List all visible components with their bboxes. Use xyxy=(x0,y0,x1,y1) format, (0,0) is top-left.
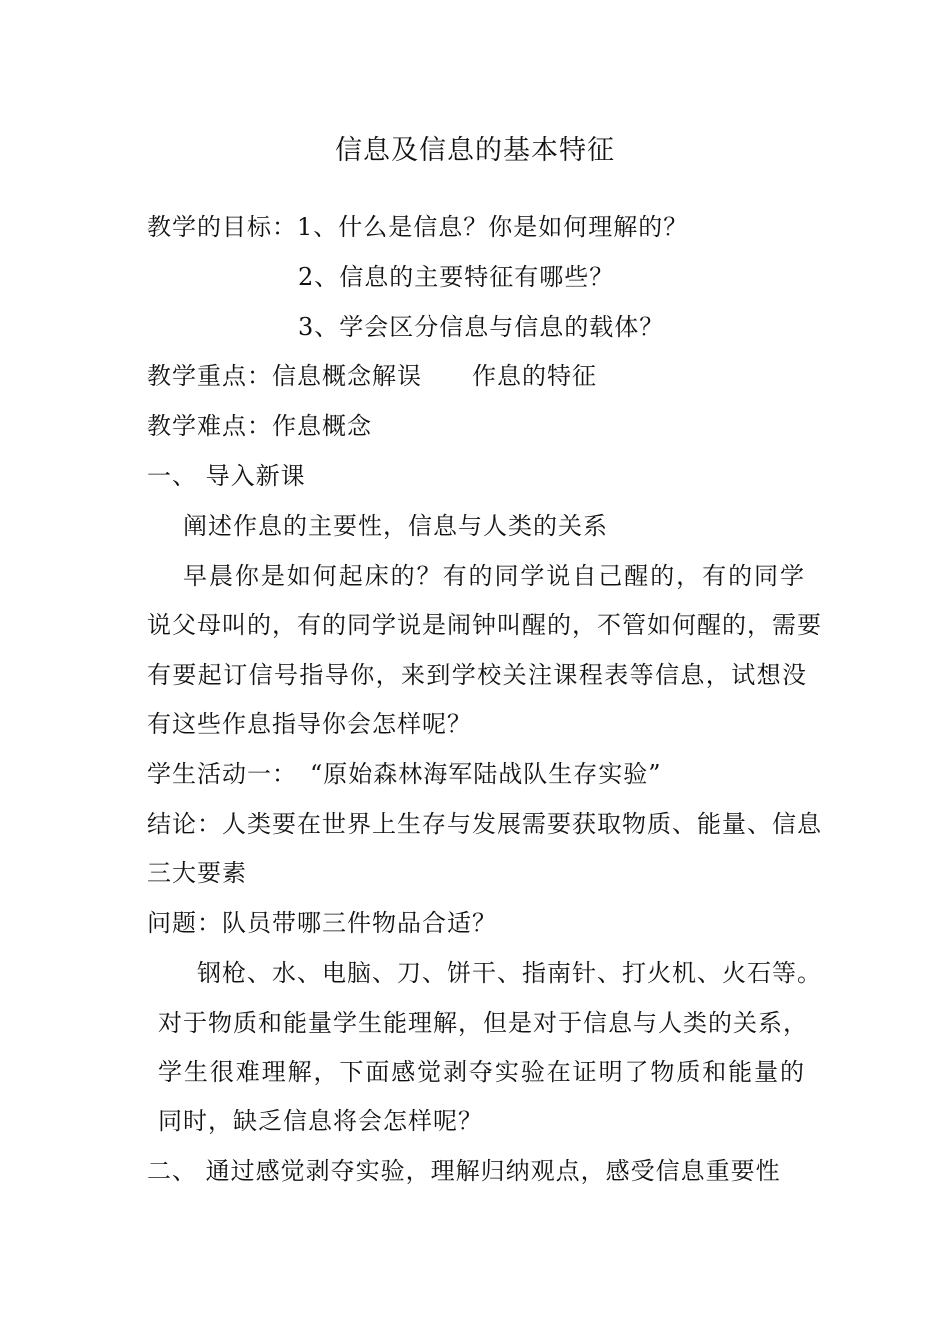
answer-line-2: 对于物质和能量学生能理解，但是对于信息与人类的关系， xyxy=(158,1009,808,1037)
answer-line-3: 学生很难理解，下面感觉剥夺实验在证明了物质和能量的 xyxy=(158,1058,805,1086)
paragraph-line-1: 早晨你是如何起床的？有的同学说自己醒的，有的同学 xyxy=(183,562,805,590)
section-2-heading: 二、 通过感觉剥夺实验，理解归纳观点，感受信息重要性 xyxy=(147,1157,781,1185)
difficulties: 教学难点：作息概念 xyxy=(147,412,372,440)
question: 问题：队员带哪三件物品合适？ xyxy=(147,909,497,937)
answer-line-4: 同时，缺乏信息将会怎样呢？ xyxy=(158,1107,483,1135)
conclusion-line-2: 三大要素 xyxy=(147,859,247,887)
section-1-intro: 阐述作息的主要性，信息与人类的关系 xyxy=(183,512,608,540)
section-1-heading: 一、 导入新课 xyxy=(147,462,306,490)
paragraph-line-2: 说父母叫的，有的同学说是闹钟叫醒的，不管如何醒的，需要 xyxy=(147,611,822,639)
objectives-line-3: 3、学会区分信息与信息的载体？ xyxy=(298,313,665,341)
document-title: 信息及信息的基本特征 xyxy=(335,135,615,166)
student-activity: 学生活动一： “原始森林海军陆战队生存实验” xyxy=(147,760,662,788)
key-points: 教学重点：信息概念解误 作息的特征 xyxy=(147,362,597,390)
paragraph-line-3: 有要起订信号指导你，来到学校关注课程表等信息，试想没 xyxy=(147,661,807,689)
objectives-line-1: 教学的目标：1、什么是信息？你是如何理解的？ xyxy=(147,213,689,241)
objectives-line-2: 2、信息的主要特征有哪些？ xyxy=(298,263,615,291)
paragraph-line-4: 有这些作息指导你会怎样呢？ xyxy=(147,710,472,738)
answer-line-1: 钢枪、水、电脑、刀、饼干、指南针、打火机、火石等。 xyxy=(197,959,822,987)
conclusion-line-1: 结论：人类要在世界上生存与发展需要获取物质、能量、信息 xyxy=(147,810,822,838)
